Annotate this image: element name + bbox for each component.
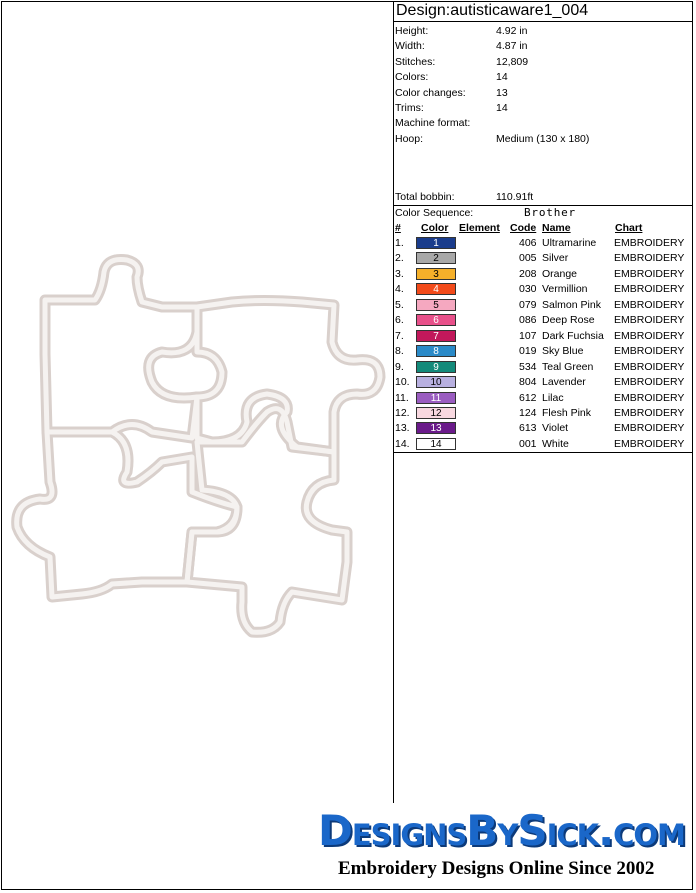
thread-chart: EMBROIDERY (614, 314, 685, 327)
color-row (394, 251, 692, 266)
thread-chart: EMBROIDERY (614, 283, 685, 296)
info-value: 13 (496, 86, 508, 99)
color-row (394, 375, 692, 390)
thread-name: White (542, 437, 569, 450)
color-row (394, 298, 692, 313)
thread-name: Silver (542, 252, 569, 265)
thread-code: 208 (519, 267, 537, 280)
color-row (394, 313, 692, 328)
color-swatch: 7 (416, 330, 456, 342)
thread-chart: EMBROIDERY (614, 360, 685, 373)
info-label: Width: (395, 40, 425, 53)
row-number: 9. (395, 360, 404, 373)
info-value: 14 (496, 71, 508, 84)
thread-chart: EMBROIDERY (614, 345, 685, 358)
color-row (394, 344, 692, 359)
thread-name: Vermillion (542, 283, 588, 296)
row-number: 1. (395, 237, 404, 249)
title-divider (394, 21, 693, 22)
thread-chart: EMBROIDERY (614, 437, 685, 450)
row-number: 13. (395, 422, 410, 435)
color-row (394, 282, 692, 297)
thread-chart: EMBROIDERY (614, 329, 685, 342)
color-swatch: 3 (416, 268, 456, 280)
thread-chart: EMBROIDERY (614, 376, 685, 389)
header-num: # (395, 222, 401, 234)
thread-code: 612 (519, 391, 537, 404)
row-number: 10. (395, 376, 410, 389)
info-label: Hoop: (395, 132, 424, 145)
thread-name: Orange (542, 267, 578, 280)
design-preview (2, 2, 392, 802)
thread-code: 124 (519, 406, 537, 419)
color-swatch: 13 (416, 422, 456, 434)
thread-name: Salmon Pink (542, 298, 601, 311)
info-value: 4.87 in (496, 40, 528, 53)
thread-code: 107 (519, 329, 537, 342)
row-number: 6. (395, 314, 404, 327)
color-row (394, 329, 692, 344)
info-value: 12,809 (496, 55, 529, 68)
bobbin-value: 110.91ft (496, 191, 534, 203)
header-name: Name (542, 222, 571, 234)
thread-chart: EMBROIDERY (614, 406, 685, 419)
thread-chart: EMBROIDERY (614, 267, 685, 280)
color-swatch: 9 (416, 361, 456, 373)
thread-chart: EMBROIDERY (614, 237, 685, 249)
thread-name: Violet (542, 422, 569, 435)
thread-name: Lilac (542, 391, 564, 404)
thread-code: 534 (519, 360, 537, 373)
color-swatch: 1 (416, 237, 456, 249)
info-label: Machine format: (395, 117, 471, 130)
bobbin-label: Total bobbin: (395, 191, 455, 203)
info-value: 14 (496, 102, 508, 114)
thread-chart: EMBROIDERY (614, 422, 685, 435)
thread-code: 005 (519, 252, 537, 265)
sequence-end-divider (394, 452, 693, 453)
color-swatch: 6 (416, 314, 456, 326)
info-label: Colors: (395, 71, 429, 84)
color-row (394, 236, 692, 251)
color-row (394, 437, 692, 452)
color-swatch: 2 (416, 252, 456, 264)
color-row (394, 421, 692, 436)
info-label: Stitches: (395, 55, 436, 68)
thread-name: Deep Rose (542, 314, 595, 327)
color-swatch: 4 (416, 283, 456, 295)
row-number: 4. (395, 283, 404, 296)
thread-name: Dark Fuchsia (542, 329, 604, 342)
thread-code: 030 (519, 283, 537, 296)
header-color: Color (421, 222, 449, 234)
color-swatch: 8 (416, 345, 456, 357)
info-label: Height: (395, 25, 429, 37)
color-row (394, 391, 692, 406)
site-logo[interactable]: DesignsBySick.com (318, 806, 685, 855)
color-swatch: 14 (416, 438, 456, 450)
thread-code: 804 (519, 376, 537, 389)
thread-code: 001 (519, 437, 537, 450)
thread-code: 079 (519, 298, 537, 311)
color-swatch: 10 (416, 376, 456, 388)
thread-name: Flesh Pink (542, 406, 592, 419)
row-number: 2. (395, 252, 404, 265)
info-value: 4.92 in (496, 25, 528, 37)
header-element: Element (459, 222, 500, 234)
color-row (394, 360, 692, 375)
thread-code: 086 (519, 314, 537, 327)
color-row (394, 406, 692, 421)
info-label: Trims: (395, 102, 424, 114)
header-code: Code (510, 222, 537, 234)
info-value: Medium (130 x 180) (496, 132, 590, 145)
thread-brand: Brother (524, 206, 576, 219)
thread-name: Ultramarine (542, 237, 597, 249)
color-swatch: 5 (416, 299, 456, 311)
info-label: Color changes: (395, 86, 466, 99)
thread-name: Lavender (542, 376, 586, 389)
thread-code: 613 (519, 422, 537, 435)
thread-chart: EMBROIDERY (614, 252, 685, 265)
design-title: Design:autisticaware1_004 (396, 2, 589, 19)
row-number: 14. (395, 437, 410, 450)
thread-chart: EMBROIDERY (614, 298, 685, 311)
logo-tagline: Embroidery Designs Online Since 2002 (338, 858, 655, 879)
thread-code: 406 (519, 237, 537, 249)
row-number: 3. (395, 267, 404, 280)
row-number: 7. (395, 329, 404, 342)
row-number: 12. (395, 406, 410, 419)
thread-name: Teal Green (542, 360, 594, 373)
thread-chart: EMBROIDERY (614, 391, 685, 404)
color-swatch: 11 (416, 392, 456, 404)
header-chart: Chart (615, 222, 643, 234)
row-number: 8. (395, 345, 404, 358)
color-row (394, 267, 692, 282)
thread-name: Sky Blue (542, 345, 584, 358)
thread-code: 019 (519, 345, 537, 358)
puzzle-piece-top-left (45, 260, 197, 439)
row-number: 5. (395, 298, 404, 311)
row-number: 11. (395, 391, 409, 404)
color-swatch: 12 (416, 407, 456, 419)
color-sequence-label: Color Sequence: (395, 207, 474, 219)
